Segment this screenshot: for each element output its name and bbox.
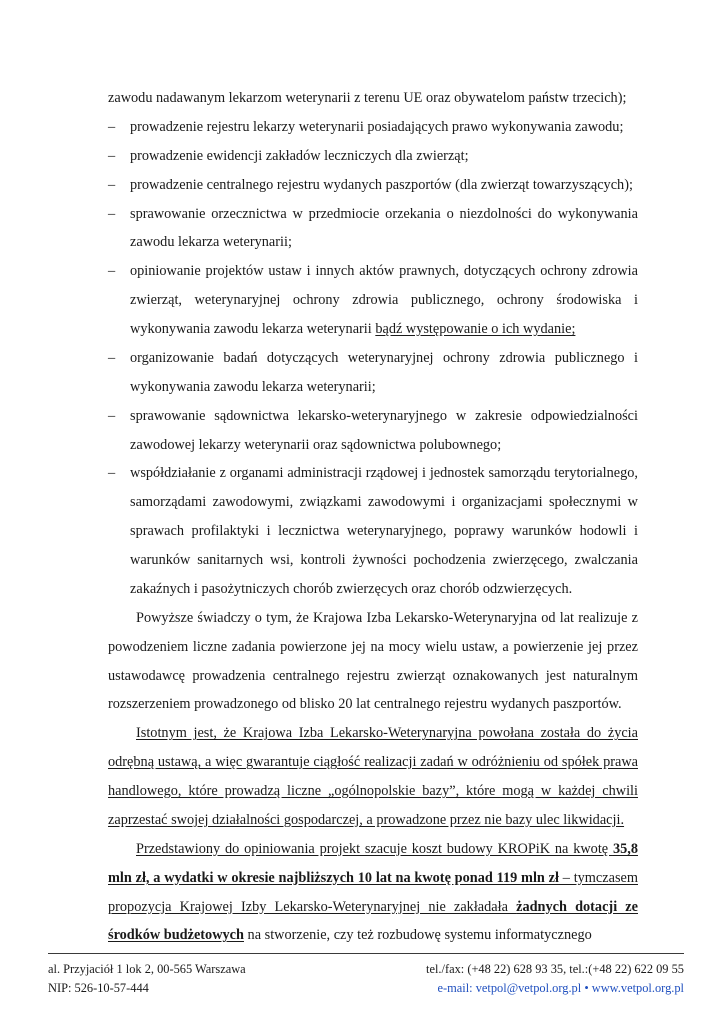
- list-item: [108, 142, 638, 171]
- paragraph-1: Powyższe świadczy o tym, że Krajowa Izba Lekarsko-Weterynaryjna od lat realizuje z powodzeniem liczne zadania powierzone jej na mocy wielu ustaw, a powierzenie jej przez ustawodawcę prowadzenia centralnego rejestru zwierząt oznakowanych jest naturalnym rozszerzeniem prowadzonego od blisko 20 lat centralnego rejestru wydanych paszportów.: [108, 609, 638, 713]
- list-item-text: opiniowanie projektów ustaw i innych aktów prawnych, dotyczących ochrony zdrowia zwierząt, weterynaryjnej ochrony zdrowia publicznego, ochrony środowiska i wykonywania zawodu lekarza weterynarii: [130, 263, 638, 337]
- bullet-dash: –: [108, 465, 116, 482]
- list-item: [108, 113, 638, 142]
- list-item-text: organizowanie badań dotyczących weterynaryjnej ochrony zdrowia publicznego i wykonywania zawodu lekarza weterynarii;: [130, 349, 638, 395]
- bullet-dash: –: [108, 176, 116, 193]
- paragraph-2-underlined: Istotnym jest, że Krajowa Izba Lekarsko-Weterynaryjna powołana została do życia odrębną ustawą, a więc gwarantuje ciągłość realizacji zadań w odróżnieniu od spółek prawa handlowego, które prowadzą liczne „ogólnopolskie bazy”, które mogą w każdej chwili zaprzestać swojej działalności gospodarczej, a prowadzone przez nie bazy ulec likwidacji.: [108, 725, 638, 828]
- bullet-dash: –: [108, 263, 116, 280]
- continuation-paragraph: zawodu nadawanym lekarzom weterynarii z terenu UE oraz obywatelom państw trzecich);: [108, 90, 627, 106]
- list-item: [108, 257, 638, 344]
- paragraph-3: [108, 835, 638, 951]
- list-item-text: współdziałanie z organami administracji rządowej i jednostek samorządu terytorialnego, samorządami zawodowymi, związkami zawodowymi i organizacjami społecznymi w sprawach profilaktyki i lecznictwa weterynaryjnego, poprawy warunków hodowli i warunków sanitarnych wsi, kontroli żywności pochodzenia zwierzęcego, zwalczania zakaźnych i pasożytniczych chorób zwierzęcych oraz chorób odzwierzęcych.: [130, 465, 638, 597]
- footer-separator: •: [584, 980, 589, 995]
- list-item: [108, 200, 638, 258]
- list-item: [108, 344, 638, 402]
- footer-phone: tel./fax: (+48 22) 628 93 35, tel.:(+48 22) 622 09 55: [426, 961, 684, 976]
- bullet-dash: –: [108, 349, 116, 366]
- footer-divider: [48, 953, 684, 954]
- paragraph-3-part-3: – tymczasem propozycja Krajowej Izby Lekarsko-Weterynaryjnej nie zakładała: [108, 869, 638, 915]
- paragraph-3-part-4: żadnych dotacji ze środków budżetowych: [108, 898, 638, 944]
- list-item: [108, 459, 638, 603]
- bullet-dash: –: [108, 205, 116, 222]
- paragraph-3-part-5: na stworzenie, czy też rozbudowę systemu informatycznego: [243, 927, 592, 944]
- page-footer: [48, 953, 684, 998]
- document-body: [108, 84, 638, 950]
- paragraph-2: [108, 719, 638, 835]
- list-item-text: prowadzenie centralnego rejestru wydanych paszportów (dla zwierząt towarzyszących);: [130, 176, 633, 193]
- bullet-dash: –: [108, 407, 116, 424]
- paragraph-3-part-1: Przedstawiony do opiniowania projekt szacuje koszt budowy KROPiK na kwotę: [136, 840, 613, 857]
- list-item: [108, 171, 638, 200]
- footer-contact: [438, 979, 684, 998]
- list-item: [108, 402, 638, 460]
- footer-line-2: [48, 979, 684, 998]
- footer-line-1: [48, 960, 684, 979]
- paragraph-3-part-2: 35,8 mln zł, a wydatki w okresie najbliższych 10 lat na kwotę ponad 119 mln zł: [108, 840, 638, 886]
- bullet-dash: –: [108, 147, 116, 164]
- footer-email-label: e-mail:: [437, 980, 473, 995]
- list-item-text: prowadzenie ewidencji zakładów leczniczych dla zwierząt;: [130, 147, 469, 164]
- list-item-text: sprawowanie sądownictwa lekarsko-weterynaryjnego w zakresie odpowiedzialności zawodowej lekarzy weterynarii oraz sądownictwa polubownego;: [130, 407, 638, 453]
- footer-website-link[interactable]: www.vetpol.org.pl: [591, 980, 684, 995]
- list-item-text: sprawowanie orzecznictwa w przedmiocie orzekania o niezdolności do wykonywania zawodu lekarza weterynarii;: [130, 205, 638, 251]
- bullet-dash: –: [108, 118, 116, 135]
- list-item-text: prowadzenie rejestru lekarzy weterynarii posiadających prawo wykonywania zawodu;: [130, 118, 624, 135]
- list-item-underlined-tail: bądź występowanie o ich wydanie;: [375, 321, 576, 337]
- footer-email-link[interactable]: vetpol@vetpol.org.pl: [475, 980, 582, 995]
- footer-address: al. Przyjaciół 1 lok 2, 00-565 Warszawa: [48, 961, 246, 976]
- footer-nip: NIP: 526-10-57-444: [48, 980, 149, 995]
